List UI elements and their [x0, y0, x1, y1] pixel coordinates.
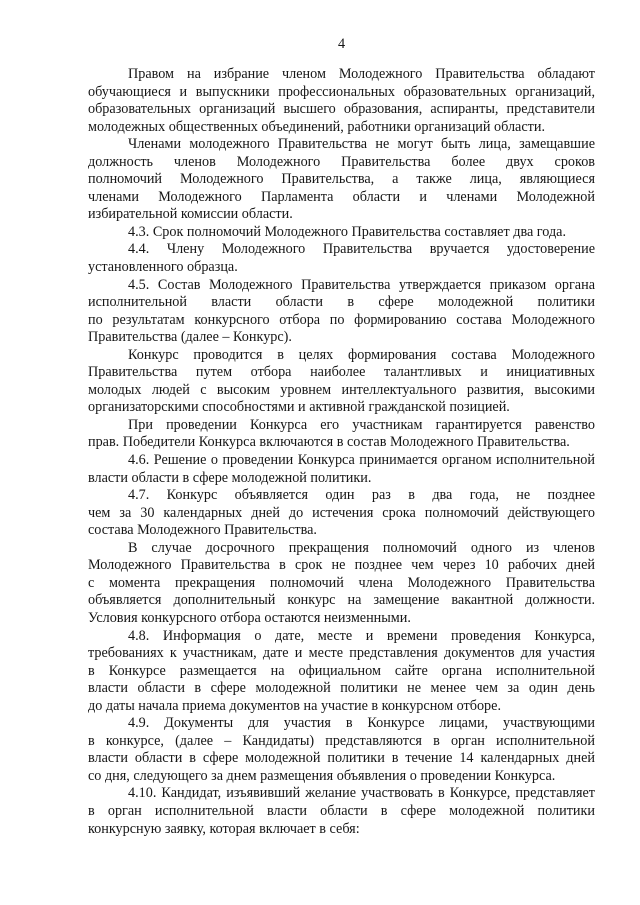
paragraph [88, 540, 595, 628]
text-line: Условия конкурсного отбора остаются неизменными. [88, 609, 411, 626]
text-line: избирательной комиссии области. [88, 206, 293, 223]
text-line: состава Молодежного Правительства. [88, 522, 317, 539]
text-line: с момента прекращения полномочий члена Молодежного Правительства [88, 574, 595, 591]
text-line: 4.10. Кандидат, изъявивший желание участвовать в Конкурсе, представляет [128, 785, 595, 802]
text-line: 4.5. Состав Молодежного Правительства утверждается приказом органа [128, 276, 595, 293]
paragraph [88, 628, 595, 716]
paragraph [88, 224, 595, 242]
text-line: в орган исполнительной власти области в сфере молодежной политики [88, 802, 595, 819]
text-line: 4.9. Документы для участия в Конкурсе лицами, участвующими [128, 715, 595, 732]
text-line: по результатам конкурсного отбора по формированию состава Молодежного [88, 311, 595, 328]
paragraph [88, 785, 595, 838]
text-line: установленного образца. [88, 259, 238, 276]
page-number: 4 [337, 36, 346, 52]
text-line: При проведении Конкурса его участникам гарантируется равенство [128, 416, 595, 433]
text-line: 4.4. Члену Молодежного Правительства вручается удостоверение [128, 241, 595, 258]
text-line: молодежных общественных объединений, работники организаций области. [88, 118, 545, 135]
text-line: до даты начала приема документов на участие в конкурсном отборе. [88, 697, 501, 714]
paragraph [88, 452, 595, 487]
text-line: чем за 30 календарных дней до истечения срока полномочий действующего [88, 504, 595, 521]
text-line: прав. Победители Конкурса включаются в состав Молодежного Правительства. [88, 434, 570, 451]
paragraph [88, 136, 595, 224]
text-line: в Конкурсе размещается на официальном сайте органа исполнительной [88, 662, 595, 679]
text-line: обучающиеся и выпускники профессиональных образовательных организаций, [88, 83, 595, 100]
text-line: Правительства путем отбора наиболее талантливых и инициативных [88, 364, 595, 381]
paragraph [88, 66, 595, 136]
text-line: 4.6. Решение о проведении Конкурса принимается органом исполнительной [128, 452, 595, 469]
text-line: Членами молодежного Правительства не могут быть лица, замещавшие [128, 136, 595, 153]
paragraph [88, 715, 595, 785]
text-line: Правом на избрание членом Молодежного Правительства обладают [128, 66, 595, 82]
text-line: объявляется дополнительный конкурс на замещение вакантной должности. [88, 592, 595, 609]
text-line: молодых людей с высоким уровнем интеллектуального развития, высокими [88, 381, 595, 398]
text-line: Конкурс проводится в целях формирования состава Молодежного [128, 346, 595, 363]
text-line: Молодежного Правительства в срок не позднее чем через 10 рабочих дней [88, 557, 595, 574]
paragraph [88, 277, 595, 347]
paragraph [88, 241, 595, 276]
text-line: членами Молодежного Парламента области и членами Молодежной [88, 188, 595, 205]
paragraph [88, 417, 595, 452]
text-line: исполнительной власти области в сфере молодежной политики [88, 294, 595, 311]
text-line: 4.3. Срок полномочий Молодежного Правительства составляет два года. [128, 223, 567, 240]
text-line: В случае досрочного прекращения полномочий одного из членов [128, 539, 595, 556]
document-body [88, 66, 595, 838]
text-line: требованиях к участникам, дате и месте представления документов для участия [88, 645, 595, 662]
text-line: 4.7. Конкурс объявляется один раз в два года, не позднее [128, 487, 595, 504]
text-line: должность членов Молодежного Правительства более двух сроков [88, 153, 595, 170]
paragraph [88, 347, 595, 417]
text-line: власти области в сфере молодежной политики. [88, 469, 372, 486]
text-line: со дня, следующего за днем размещения объявления о проведении Конкурса. [88, 767, 556, 784]
text-line: полномочий Молодежного Правительства, а также лица, являющиеся [88, 171, 595, 188]
text-line: организаторскими способностями и активной гражданской позицией. [88, 399, 510, 416]
text-line: конкурсную заявку, которая включает в себя: [88, 820, 360, 837]
text-line: власти области в сфере молодежной политики в течение 14 календарных дней [88, 750, 595, 767]
text-line: Правительства (далее – Конкурс). [88, 329, 292, 346]
text-line: власти области в сфере молодежной политики не менее чем за один день [88, 680, 595, 697]
text-line: образовательных организаций высшего образования, аспиранты, представители [88, 101, 595, 118]
text-line: в конкурсе, (далее – Кандидаты) представляются в орган исполнительной [88, 732, 595, 749]
text-line: 4.8. Информация о дате, месте и времени проведения Конкурса, [128, 627, 595, 644]
paragraph [88, 487, 595, 540]
